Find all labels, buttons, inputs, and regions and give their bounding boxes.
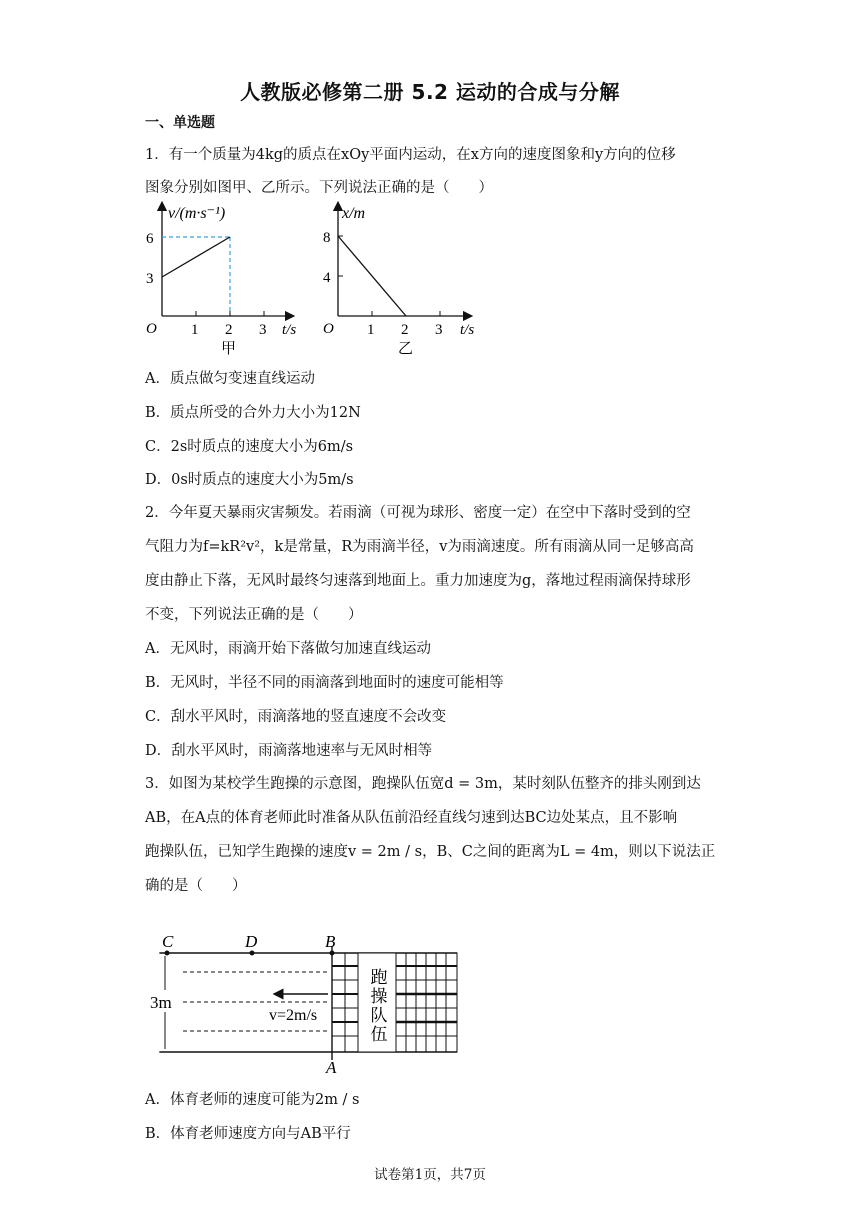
q2-line-1: 2．今年夏天暴雨灾害频发。若雨滴（可视为球形、密度一定）在空中下落时受到的空 (145, 505, 691, 521)
q3-option-b: B．体育老师速度方向与AB平行 (145, 1126, 351, 1142)
jia-xtick-label-3: 3 (259, 322, 267, 338)
yi-xlabel: t/s (460, 322, 475, 338)
jia-xlabel: t/s (282, 322, 297, 338)
q3-line-4: 确的是（ ） (145, 878, 247, 894)
label-b: B (325, 932, 336, 951)
q1-line-2: 图象分别如图甲、乙所示。下列说法正确的是（ ） (145, 180, 493, 196)
yi-xtick-label-3: 3 (435, 322, 443, 338)
q2-line-3: 度由静止下落，无风时最终匀速落到地面上。重力加速度为g，落地过程雨滴保持球形 (145, 573, 691, 589)
yi-ytick-label-4: 4 (323, 270, 331, 286)
yi-xtick-label-1: 1 (367, 322, 375, 338)
q1-option-b: B．质点所受的合外力大小为12N (145, 405, 361, 421)
label-c: C (162, 932, 174, 951)
q1-option-a: A．质点做匀变速直线运动 (145, 371, 315, 387)
yi-xtick-label-2: 2 (401, 322, 409, 338)
jia-xtick-label-2: 2 (225, 322, 233, 338)
team-label: 跑操队伍 (367, 968, 387, 1044)
jia-caption: 甲 (221, 341, 237, 357)
jia-ytick-6: 6 (146, 231, 154, 247)
jia-xtick-label-1: 1 (191, 322, 199, 338)
q3-line-1: 3．如图为某校学生跑操的示意图，跑操队伍宽d = 3m，某时刻队伍整齐的排头刚到达 (145, 776, 701, 792)
q2-option-b: B．无风时，半径不同的雨滴落到地面时的速度可能相等 (145, 675, 504, 691)
q2-line-4: 不变，下列说法正确的是（ ） (145, 607, 363, 623)
q1-line-1: 1．有一个质量为4kg的质点在xOy平面内运动，在x方向的速度图象和y方向的位移 (145, 147, 676, 163)
velocity-label: v=2m/s (269, 1007, 318, 1024)
q3-line-2: AB，在A点的体育老师此时准备从队伍前沿经直线匀速到达BC边处某点，且不影响 (145, 810, 678, 826)
yi-ytick-label-8: 8 (323, 230, 331, 246)
label-a: A (326, 1058, 337, 1077)
page-title: 人教版必修第二册 5.2 运动的合成与分解 (240, 80, 620, 104)
team-grid-left (332, 953, 358, 1052)
team-grid-right (396, 953, 457, 1052)
jia-origin: O (146, 321, 157, 337)
yi-caption: 乙 (398, 341, 414, 357)
q2-option-a: A．无风时，雨滴开始下落做匀加速直线运动 (145, 641, 431, 657)
yi-origin: O (323, 321, 334, 337)
graph-yi (318, 198, 498, 358)
q3-line-3: 跑操队伍，已知学生跑操的速度v = 2m / s，B、C之间的距离为L = 4m，则以下说法正 (145, 844, 716, 860)
q2-option-c: C．刮水平风时，雨滴落地的竖直速度不会改变 (145, 709, 447, 725)
jia-ylabel: v/(m·s⁻¹) (168, 205, 226, 222)
label-d: D (245, 932, 258, 951)
section-heading: 一、单选题 (145, 115, 215, 131)
yi-data-line (338, 236, 406, 316)
q2-line-2: 气阻力为f=kR²v²，k是常量，R为雨滴半径，v为雨滴速度。所有雨滴从同一足够高高 (145, 539, 694, 555)
width-label: 3m (150, 993, 172, 1012)
jia-data-line (162, 237, 230, 277)
jia-ytick-3: 3 (146, 271, 154, 287)
q1-option-c: C．2s时质点的速度大小为6m/s (145, 439, 354, 455)
page-footer: 试卷第1页，共7页 (374, 1167, 486, 1183)
q1-option-d: D．0s时质点的速度大小为5m/s (145, 472, 354, 488)
q2-option-d: D．刮水平风时，雨滴落地速率与无风时相等 (145, 743, 433, 759)
point-d (250, 951, 255, 956)
graph-jia (140, 198, 320, 358)
yi-ylabel: x/m (342, 205, 366, 222)
q3-option-a: A．体育老师的速度可能为2m / s (145, 1092, 360, 1108)
running-team-figure (145, 928, 475, 1078)
